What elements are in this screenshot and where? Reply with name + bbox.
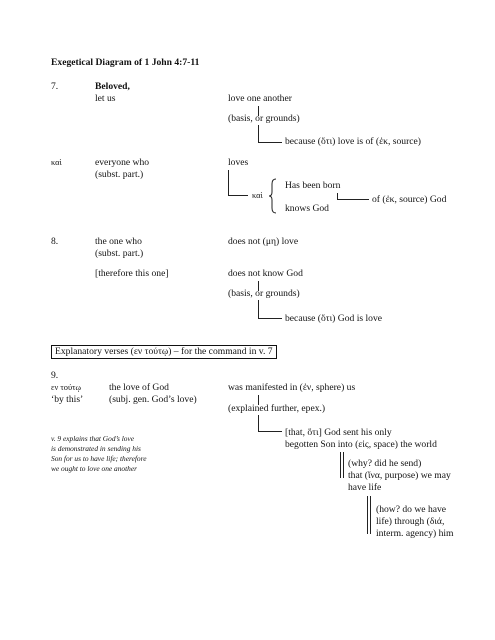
- v9-explained: (explained further, epex.): [228, 403, 326, 414]
- v7-subst-part: (subst. part.): [95, 169, 144, 180]
- verse-number-7: 7.: [51, 81, 59, 92]
- v7-let-us: let us: [95, 93, 116, 104]
- page-title: Exegetical Diagram of 1 John 4:7-11: [51, 57, 200, 68]
- v7-knows-god: knows God: [285, 203, 329, 214]
- v7-because: because (ὅτι) love is of (ἐκ, source): [285, 136, 421, 147]
- v7-has-been-born: Has been born: [285, 180, 341, 191]
- brace-icon: [268, 178, 278, 214]
- v9-love-of-god: the love of God: [109, 382, 169, 393]
- v7-kai-2: καὶ: [252, 191, 263, 200]
- v9-en-touto: εν τούτῳ: [51, 383, 81, 392]
- v9-was-manifested: was manifested in (ἐν, sphere) us: [228, 382, 356, 393]
- verse-number-9: 9.: [51, 370, 59, 381]
- v8-basis: (basis, or grounds): [228, 288, 300, 299]
- connector-line: [228, 170, 229, 195]
- v9-begotten: begotten Son into (εἰς, space) the world: [285, 439, 437, 450]
- v9-have-life: have life: [348, 482, 382, 493]
- v8-because: because (ὅτι) God is love: [285, 313, 383, 324]
- connector-line: [258, 415, 259, 431]
- v8-subst-part: (subst. part.): [95, 248, 144, 259]
- v9-subj-gen: (subj. gen. God’s love): [109, 394, 197, 405]
- connector-line: [343, 452, 344, 478]
- v9-how-2: life) through (διά,: [376, 516, 445, 527]
- v7-beloved: Beloved,: [95, 81, 130, 92]
- v9-that-god-sent: [that, ὅτι] God sent his only: [285, 427, 392, 438]
- v8-does-not-love: does not (μη) love: [228, 236, 299, 247]
- explanatory-heading: Explanatory verses (εν τούτῳ) – for the command in v. 7: [51, 345, 277, 359]
- connector-line: [370, 496, 371, 534]
- v7-love-one-another: love one another: [228, 93, 292, 104]
- v9-by-this: ‘by this’: [51, 394, 84, 405]
- connector-line: [340, 452, 341, 478]
- connector-line: [337, 199, 369, 200]
- v7-kai: καὶ: [51, 158, 62, 167]
- v9-that-purpose: that (ἵνα, purpose) we may: [348, 470, 451, 481]
- v9-note-line: Son for us to have life; therefore: [51, 454, 147, 463]
- verse-number-8: 8.: [51, 236, 59, 247]
- connector-line: [258, 142, 282, 143]
- connector-line: [258, 431, 282, 432]
- v9-how-3: interm. agency) him: [376, 528, 454, 539]
- v7-loves: loves: [228, 157, 249, 168]
- v7-everyone-who: everyone who: [95, 157, 150, 168]
- v7-of-god: of (ἐκ, source) God: [372, 194, 447, 205]
- v8-therefore: [therefore this one]: [95, 268, 169, 279]
- connector-line: [258, 318, 282, 319]
- connector-line: [258, 300, 259, 318]
- v8-does-not-know: does not know God: [228, 268, 303, 279]
- v9-note-line: we ought to love one another: [51, 464, 138, 473]
- v9-note-line: is demonstrated in sending his: [51, 444, 141, 453]
- v8-the-one-who: the one who: [95, 236, 142, 247]
- v7-basis: (basis, or grounds): [228, 113, 300, 124]
- v9-how-1: (how? do we have: [376, 504, 447, 515]
- connector-line: [258, 125, 259, 142]
- connector-line: [228, 195, 248, 196]
- connector-line: [367, 496, 368, 534]
- v9-why: (why? did he send): [348, 458, 422, 469]
- v9-note-line: v. 9 explains that God’s love: [51, 434, 135, 443]
